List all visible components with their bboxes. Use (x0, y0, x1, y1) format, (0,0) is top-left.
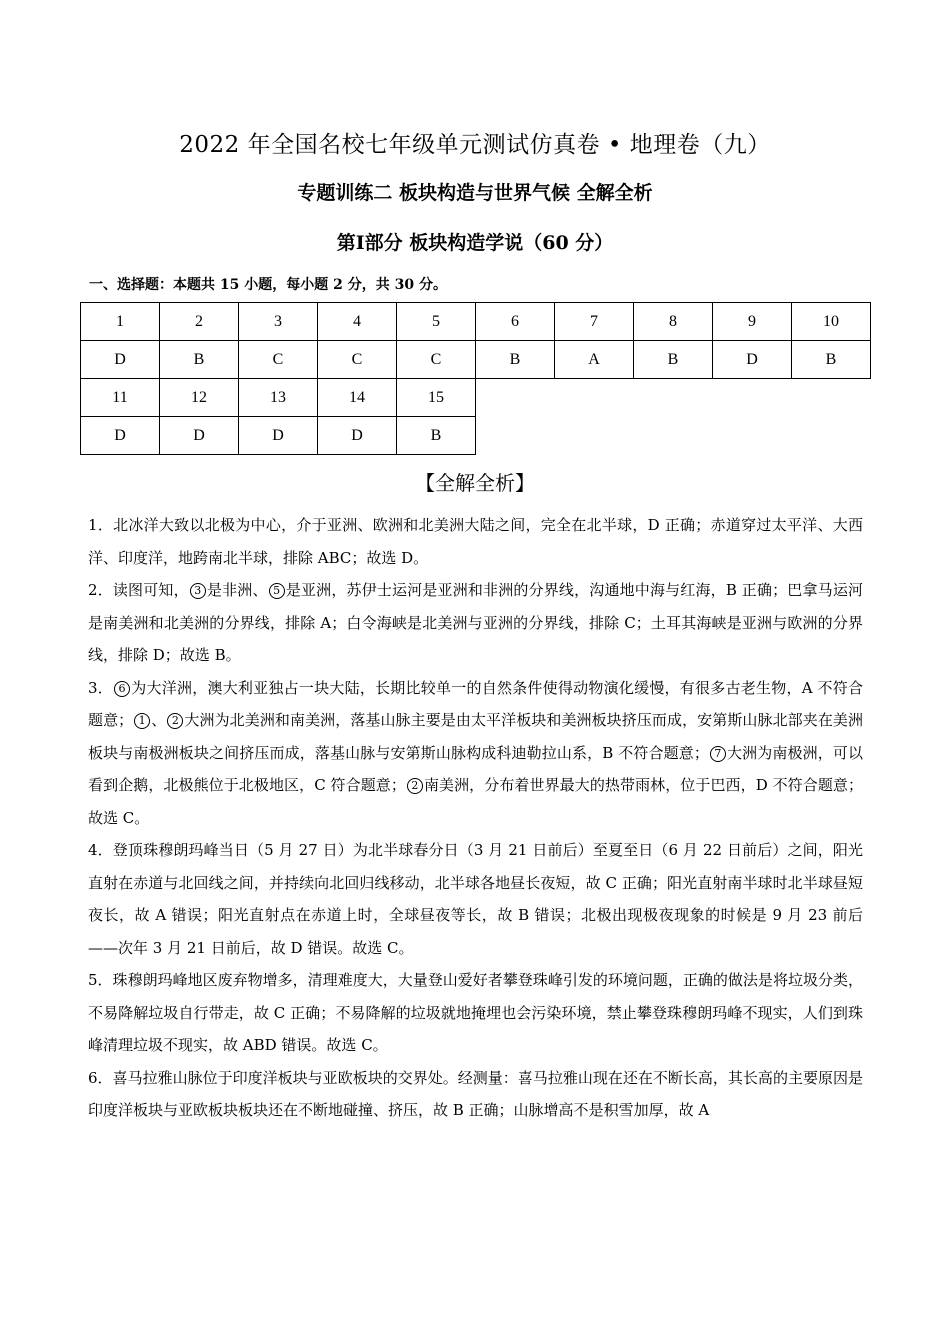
part-title: 第Ⅰ部分 板块构造学说（60 分） (336, 232, 614, 254)
analysis-heading: 【全解全析】 (415, 471, 535, 495)
table-cell: 9 (713, 303, 792, 341)
table-cell: D (160, 417, 239, 455)
table-cell: 14 (318, 379, 397, 417)
table-cell-empty (713, 379, 792, 417)
circled-number: 2 (167, 713, 183, 729)
table-cell: C (239, 341, 318, 379)
page-subtitle: 专题训练二 板块构造与世界气候 全解全析 (297, 182, 653, 204)
analysis-body (88, 509, 863, 1127)
table-cell: D (81, 417, 160, 455)
answer-paragraph-3 (88, 672, 863, 835)
table-cell: C (318, 341, 397, 379)
paragraph-text: 大洲为南极洲，可以看到企鹅，北极熊位于北极地区，C 符合题意； (88, 743, 863, 794)
paragraph-text: 南美洲，分布着世界最大的热带雨林，位于巴西，D 不符合题意；故选 C。 (88, 776, 863, 827)
table-cell: 12 (160, 379, 239, 417)
table-cell-empty (713, 417, 792, 455)
circled-number: 2 (407, 778, 423, 794)
table-cell: 10 (792, 303, 871, 341)
circled-number: 5 (269, 583, 285, 599)
circled-number: 7 (710, 746, 726, 762)
paragraph-text: 是亚洲，苏伊士运河是亚洲和非洲的分界线，沟通地中海与红海，B 正确；巴拿马运河是南美洲和北美洲的分界线，排除 A；白令海峡是北美洲与亚洲的分界线，排除 C；土耳其海峡是亚洲与欧洲的分界线，排除 D；故选 B。 (88, 581, 864, 664)
table-cell: B (792, 341, 871, 379)
table-row-answers-2 (81, 417, 871, 455)
paragraph-text: 、 (151, 711, 167, 729)
table-cell: B (160, 341, 239, 379)
circled-number: 3 (190, 583, 206, 599)
answer-table (80, 302, 871, 455)
paragraph-text: 3． (88, 678, 114, 697)
table-cell-empty (792, 417, 871, 455)
table-cell: 4 (318, 303, 397, 341)
section-heading: 一、选择题：本题共 15 小题，每小题 2 分，共 30 分。 (89, 277, 447, 293)
table-cell-empty (476, 417, 555, 455)
answer-paragraph-5: 5．珠穆朗玛峰地区废弃物增多，清理难度大，大量登山爱好者攀登珠峰引发的环境问题，正确的做法是将垃圾分类，不易降解垃圾自行带走，故 C 正确；不易降解的垃圾就地掩埋也会污染环境，禁止攀登珠穆朗玛峰不现实，人们到珠峰清理垃圾不现实，故 ABD 错误。故选 C。 (88, 971, 863, 1054)
table-cell: 8 (634, 303, 713, 341)
table-cell: 15 (397, 379, 476, 417)
answer-paragraph-1: 1．北冰洋大致以北极为中心，介于亚洲、欧洲和北美洲大陆之间，完全在北半球，D 正确；赤道穿过太平洋、大西洋、印度洋，地跨南北半球，排除 ABC；故选 D。 (88, 516, 863, 567)
table-cell: 13 (239, 379, 318, 417)
table-row-numbers-1 (81, 303, 871, 341)
circled-number: 1 (134, 713, 150, 729)
table-cell: D (713, 341, 792, 379)
table-cell-empty (555, 379, 634, 417)
table-cell: 3 (239, 303, 318, 341)
table-cell-empty (555, 417, 634, 455)
table-cell: B (634, 341, 713, 379)
table-cell: 5 (397, 303, 476, 341)
table-cell-empty (634, 379, 713, 417)
table-row-numbers-2 (81, 379, 871, 417)
page-title: 2022 年全国名校七年级单元测试仿真卷 • 地理卷（九） (179, 132, 771, 158)
table-cell: 2 (160, 303, 239, 341)
answer-paragraph-4: 4．登顶珠穆朗玛峰当日（5 月 27 日）为北半球春分日（3 月 21 日前后）至夏至日（6 月 22 日前后）之间，阳光直射在赤道与北回线之间，并持续向北回归线移动，北半球各地昼长夜短，故 C 正确；阳光直射南半球时北半球昼短夜长，故 A 错误；阳光直射点在赤道上时，全球昼夜等长，故 B 错误；北极出现极夜现象的时候是 9 月 23 前后——次年 3 月 21 日前后，故 D 错误。故选 C。 (88, 841, 863, 957)
table-cell-empty (476, 379, 555, 417)
circled-number: 6 (114, 681, 130, 697)
table-cell: B (476, 341, 555, 379)
paragraph-text: 为大洋洲，澳大利亚独占一块大陆，长期比较单一的自然条件使得动物演化缓慢，有很多古老生物，A 不符合题意； (88, 678, 864, 729)
table-cell: A (555, 341, 634, 379)
table-cell: D (318, 417, 397, 455)
paragraph-text: 是非洲、 (206, 581, 268, 599)
answer-paragraph-2 (88, 574, 863, 672)
table-cell-empty (792, 379, 871, 417)
table-cell: 6 (476, 303, 555, 341)
table-cell: 11 (81, 379, 160, 417)
table-cell-empty (634, 417, 713, 455)
table-cell: 7 (555, 303, 634, 341)
table-cell: D (81, 341, 160, 379)
table-cell: D (239, 417, 318, 455)
table-cell: C (397, 341, 476, 379)
paragraph-text: 2．读图可知， (88, 581, 189, 599)
table-row-answers-1 (81, 341, 871, 379)
answer-paragraph-6: 6．喜马拉雅山脉位于印度洋板块与亚欧板块的交界处。经测量：喜马拉雅山现在还在不断长高，其长高的主要原因是印度洋板块与亚欧板块板块还在不断地碰撞、挤压，故 B 正确；山脉增高不是积雪加厚，故 A (88, 1068, 863, 1119)
paragraph-text: 大洲为北美洲和南美洲，落基山脉主要是由太平洋板块和美洲板块挤压而成，安第斯山脉北部夹在美洲板块与南极洲板块之间挤压而成，落基山脉与安第斯山脉构成科迪勒拉山系，B 不符合题意； (88, 711, 863, 762)
table-cell: B (397, 417, 476, 455)
table-cell: 1 (81, 303, 160, 341)
